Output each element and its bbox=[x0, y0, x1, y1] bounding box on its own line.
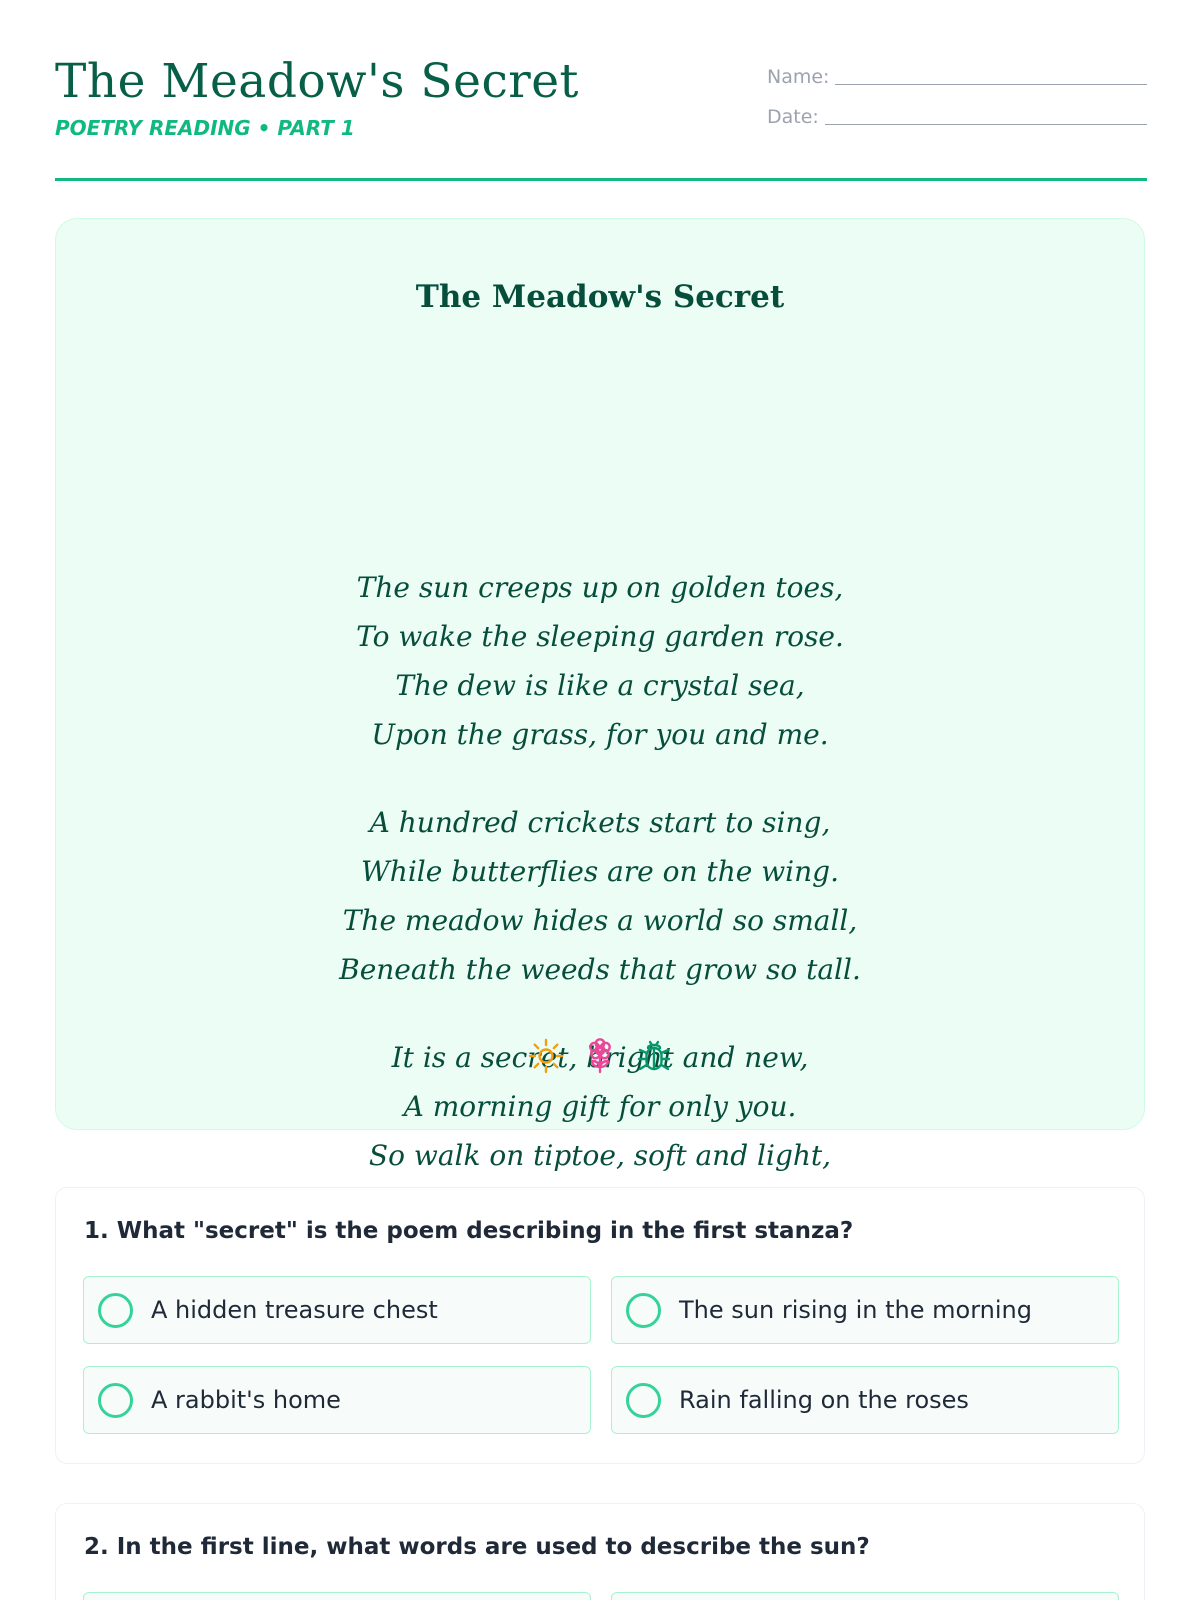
option-label: A hidden treasure chest bbox=[151, 1296, 438, 1324]
poem-line: Beneath the weeds that grow so tall. bbox=[339, 953, 861, 986]
date-input-line[interactable] bbox=[825, 106, 1147, 125]
poem-line: A morning gift for only you. bbox=[403, 1090, 797, 1123]
radio-button[interactable] bbox=[98, 1293, 133, 1328]
poem-line: The meadow hides a world so small, bbox=[342, 904, 858, 937]
answer-option[interactable] bbox=[611, 1366, 1119, 1434]
answer-option[interactable] bbox=[611, 1592, 1119, 1600]
answer-option[interactable] bbox=[611, 1276, 1119, 1344]
poem-line: The dew is like a crystal sea, bbox=[395, 669, 805, 702]
page-subtitle: POETRY READING • PART 1 bbox=[55, 116, 355, 140]
poem-line: It is a secret, bright and new, bbox=[391, 1041, 809, 1074]
name-label: Name: bbox=[767, 66, 830, 88]
sun-icon bbox=[527, 1037, 565, 1075]
name-field[interactable] bbox=[767, 66, 1147, 88]
poem-line: A hundred crickets start to sing, bbox=[369, 806, 831, 839]
answer-option[interactable] bbox=[83, 1366, 591, 1434]
name-input-line[interactable] bbox=[835, 66, 1147, 85]
poem-line: Upon the grass, for you and me. bbox=[371, 718, 829, 751]
question-text: 2. In the first line, what words are used to describe the sun? bbox=[84, 1534, 870, 1560]
option-label: The sun rising in the morning bbox=[679, 1296, 1032, 1324]
option-label: A rabbit's home bbox=[151, 1386, 341, 1414]
stanza-2 bbox=[56, 798, 1144, 994]
stanza-1 bbox=[56, 563, 1144, 759]
question-text: 1. What "secret" is the poem describing in the first stanza? bbox=[84, 1218, 854, 1244]
worksheet-header bbox=[55, 0, 1147, 181]
poem-line: The sun creeps up on golden toes, bbox=[356, 571, 844, 604]
poem-line: To wake the sleeping garden rose. bbox=[356, 620, 844, 653]
flower-icon bbox=[581, 1037, 619, 1075]
poem-icons bbox=[56, 1037, 1144, 1075]
poem-title: The Meadow's Secret bbox=[415, 279, 785, 315]
radio-button[interactable] bbox=[626, 1383, 661, 1418]
date-label: Date: bbox=[767, 106, 819, 128]
answer-option[interactable] bbox=[83, 1276, 591, 1344]
radio-button[interactable] bbox=[98, 1383, 133, 1418]
page-title: The Meadow's Secret bbox=[55, 54, 579, 109]
poem-line: So walk on tiptoe, soft and light, bbox=[368, 1139, 832, 1172]
date-field[interactable] bbox=[767, 106, 1147, 128]
poem-line: While butterflies are on the wing. bbox=[361, 855, 839, 888]
answer-option[interactable] bbox=[83, 1592, 591, 1600]
poem-card bbox=[55, 218, 1145, 1172]
question-card-1 bbox=[55, 1187, 1145, 1464]
bug-icon bbox=[635, 1037, 673, 1075]
question-card-2 bbox=[55, 1503, 1145, 1600]
option-label: Rain falling on the roses bbox=[679, 1386, 969, 1414]
radio-button[interactable] bbox=[626, 1293, 661, 1328]
